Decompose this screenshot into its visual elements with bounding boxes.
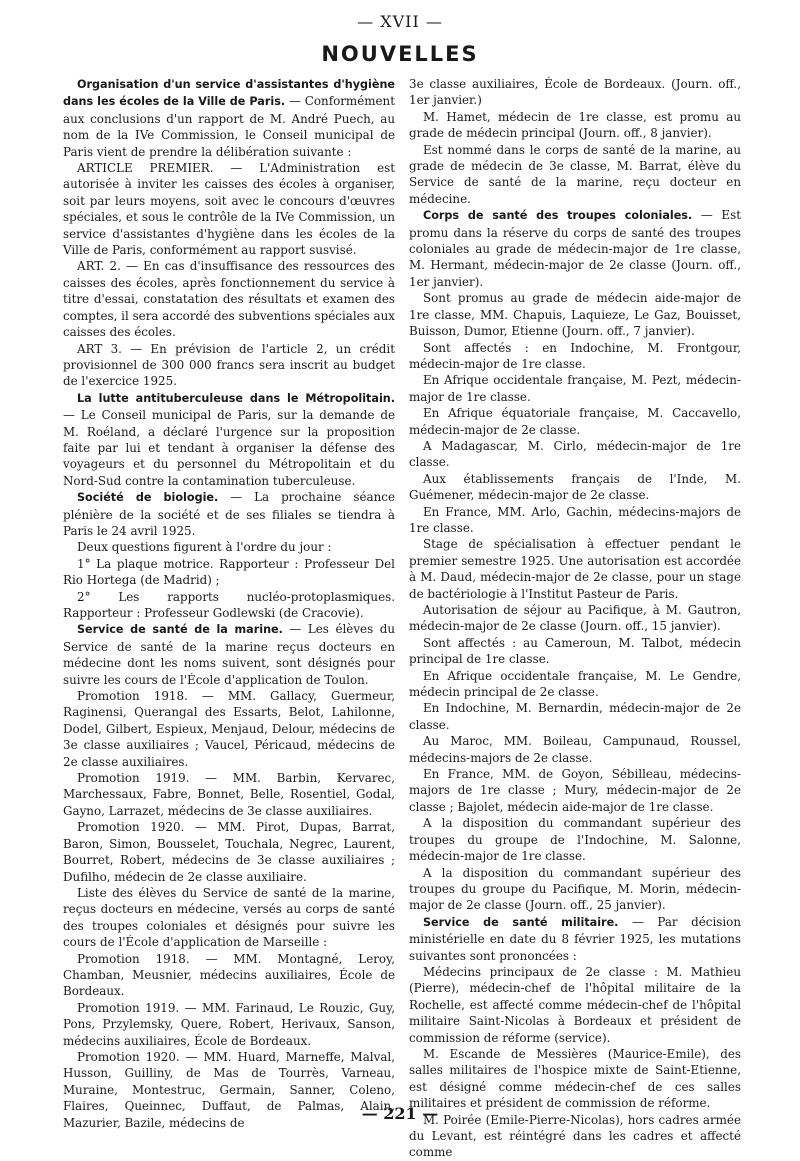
paragraph-heading: Service de santé militaire. bbox=[423, 915, 619, 929]
paragraph-text: Liste des élèves du Service de santé de la marine, reçus docteurs en médecine, versés au corps de santé des troupes coloniales et désignés pour suivre les cours de l'École d'application de Marseille : bbox=[63, 885, 395, 950]
paragraph bbox=[63, 621, 395, 688]
paragraph-text: 3e classe auxiliaires, École de Bordeaux. (Journ. off., 1er janvier.) bbox=[409, 77, 741, 108]
paragraph bbox=[409, 914, 741, 964]
paragraph-text: 1° La plaque motrice. Rapporteur : Professeur Del Rio Hortega (de Madrid) ; bbox=[63, 556, 395, 588]
paragraph bbox=[409, 290, 741, 339]
paragraph bbox=[409, 536, 741, 602]
paragraph bbox=[409, 471, 741, 504]
paragraph-heading: Service de santé de la marine. bbox=[77, 623, 283, 637]
paragraph bbox=[63, 76, 395, 160]
right-column bbox=[409, 76, 741, 1160]
paragraph bbox=[409, 815, 741, 864]
page-number: — 221 — bbox=[361, 1104, 439, 1123]
paragraph-text: A la disposition du commandant supérieur des troupes du groupe de l'Indochine, M. Salonne, médecin-major de 1re classe. bbox=[409, 816, 741, 864]
paragraph bbox=[409, 340, 741, 373]
paragraph-text: Sont affectés : en Indochine, M. Frontgour, médecin-major de 1re classe. bbox=[409, 340, 741, 371]
left-column bbox=[63, 76, 396, 1130]
paragraph-text: M. Escande de Messières (Maurice-Emile), des salles militaires de l'hospice mixte de Saint-Etienne, est désigné comme médecin-chef de ces salles militaires et président de commission de réforme. bbox=[409, 1046, 741, 1111]
paragraph-text: Promotion 1918. — MM. Montagné, Leroy, Chamban, Meusnier, médecins auxiliaires, École de Bordeaux. bbox=[63, 951, 395, 999]
paragraph-text: ART 3. — En prévision de l'article 2, un crédit provisionnel de 300 000 francs sera inscrit au budget de l'exercice 1925. bbox=[63, 341, 395, 389]
paragraph bbox=[409, 766, 741, 815]
paragraph bbox=[409, 76, 741, 109]
paragraph-heading: Société de biologie. bbox=[77, 491, 219, 505]
paragraph-text: Est nommé dans le corps de santé de la marine, au grade de médecin de 3e classe, M. Barrat, élève du Service de santé de la marine, reçu docteur en médecine. bbox=[409, 142, 741, 206]
paragraph bbox=[409, 438, 741, 471]
paragraph-text: A Madagascar, M. Cirlo, médecin-major de 1re classe. bbox=[409, 438, 741, 470]
paragraph-text: — Est promu dans la réserve du corps de santé des troupes coloniales au grade de médecin-major de 1re classe, M. Hermant, médecin-major de 2e classe (Journ. off., 1er janvier). bbox=[409, 208, 741, 289]
section-title: NOUVELLES bbox=[321, 42, 479, 66]
paragraph-heading: Corps de santé des troupes coloniales. bbox=[423, 209, 693, 223]
paragraph-text: — Les élèves du Service de santé de la marine reçus docteurs en médecine dont les noms suivent, sont désignés pour suivre les cours de l'École d'application de Toulon. bbox=[63, 622, 395, 687]
paragraph-heading: La lutte antituberculeuse dans le Métropolitain. bbox=[77, 391, 395, 405]
paragraph bbox=[63, 819, 395, 885]
paragraph bbox=[63, 341, 395, 390]
paragraph bbox=[63, 951, 395, 1000]
paragraph bbox=[409, 142, 741, 208]
paragraph-text: Promotion 1919. — MM. Farinaud, Le Rouzic, Guy, Pons, Przylemsky, Quere, Robert, Herivaux, Sanson, médecins auxiliaires, École de Bordeaux. bbox=[63, 1000, 395, 1048]
paragraph bbox=[409, 865, 741, 914]
paragraph bbox=[63, 885, 395, 951]
paragraph-text: Autorisation de séjour au Pacifique, à M. Gautron, médecin-major de 2e classe (Journ. off., 15 janvier). bbox=[409, 603, 741, 634]
paragraph bbox=[63, 258, 395, 340]
roman-page-number: — XVII — bbox=[357, 12, 443, 31]
paragraph-text: — Le Conseil municipal de Paris, sur la demande de M. Roéland, a déclaré l'urgence sur la proposition faite par lui et tendant à organiser la défense des voyageurs et du personnel du Métropolitain et du Nord-Sud contre la contamination tuberculeuse. bbox=[63, 408, 395, 488]
paragraph bbox=[63, 688, 395, 770]
paragraph-text: En Afrique équatoriale française, M. Caccavello, médecin-major de 2e classe. bbox=[409, 406, 741, 437]
paragraph-text: — Conformément aux conclusions d'un rapport de M. André Puech, au nom de la IVe Commission, le Conseil municipal de Paris vient de prendre la délibération suivante : bbox=[63, 94, 395, 159]
paragraph bbox=[63, 1000, 395, 1049]
paragraph-text: Promotion 1920. — MM. Pirot, Dupas, Barrat, Baron, Simon, Bousselet, Touchala, Negrec, Laurent, Bourret, Robert, médecins de 3e classe auxiliaires ; Dufilho, médecin de 2e classe auxiliaire. bbox=[63, 820, 395, 884]
paragraph-text: — La prochaine séance plénière de la société et de ses filiales se tiendra à Paris le 24 avril 1925. bbox=[63, 490, 395, 538]
paragraph-text: — Par décision ministérielle en date du 8 février 1925, les mutations suivantes sont prononcées : bbox=[409, 914, 741, 963]
paragraph-text: En France, MM. Arlo, Gachin, médecins-majors de 1re classe. bbox=[409, 504, 741, 535]
paragraph-text: A la disposition du commandant supérieur des troupes du groupe du Pacifique, M. Morin, médecin-major de 2e classe (Journ. off., 25 janvier). bbox=[409, 865, 741, 913]
paragraph-text: En Afrique occidentale française, M. Le Gendre, médecin principal de 2e classe. bbox=[409, 668, 741, 700]
paragraph bbox=[409, 635, 741, 668]
paragraph-text: Sont affectés : au Cameroun, M. Talbot, médecin principal de 1re classe. bbox=[409, 635, 741, 667]
paragraph bbox=[409, 109, 741, 142]
paragraph bbox=[63, 556, 395, 589]
paragraph-text: En Afrique occidentale française, M. Pezt, médecin-major de 1re classe. bbox=[409, 373, 741, 404]
paragraph-text: ARTICLE PREMIER. — L'Administration est autorisée à inviter les caisses des écoles à organiser, soit par leurs moyens, soit avec le concours d'œuvres spéciales, et sous le contrôle de la IVe Commission, un service d'assistantes d'hygiène dans les écoles de la Ville de Paris, conformément au rapport susvisé. bbox=[63, 161, 395, 258]
paragraph-text: Médecins principaux de 2e classe : M. Mathieu (Pierre), médecin-chef de l'hôpital militaire de la Rochelle, est affecté comme médecin-chef de l'hôpital militaire Saint-Nicolas à Bordeaux et président de commission de réforme (service). bbox=[409, 964, 741, 1045]
paragraph-text: Deux questions figurent à l'ordre du jour : bbox=[77, 540, 332, 555]
paragraph-heading: Organisation d'un service d'assistantes d'hygiène dans les écoles de la Ville de Paris. bbox=[63, 78, 395, 109]
paragraph bbox=[409, 700, 741, 733]
paragraph-text: ART. 2. — En cas d'insuffisance des ressources des caisses des écoles, après fonctionnement du service à titre d'essai, constatation des résultats et examen des comptes, il sera accordé des subventions spéciales aux caisses des écoles. bbox=[63, 259, 396, 340]
paragraph-text: 2° Les rapports nucléo-protoplasmiques. Rapporteur : Professeur Godlewski (de Cracovie). bbox=[63, 589, 395, 620]
paragraph-text: En France, MM. de Goyon, Sébilleau, médecins-majors de 1re classe ; Mury, médecin-major de 2e classe ; Bajolet, médecin aide-major de 1re classe. bbox=[409, 767, 741, 814]
paragraph-text: Au Maroc, MM. Boileau, Campunaud, Roussel, médecins-majors de 2e classe. bbox=[409, 734, 741, 765]
paragraph bbox=[63, 489, 395, 539]
paragraph-text: Promotion 1919. — MM. Barbin, Kervarec, Marchessaux, Fabre, Bonnet, Belle, Rosentiel, Godal, Gayno, Larrazet, médecins de 3e classe auxiliaires. bbox=[63, 771, 395, 818]
paragraph bbox=[409, 733, 741, 766]
paragraph bbox=[409, 405, 741, 438]
paragraph bbox=[63, 539, 395, 555]
paragraph-text: Sont promus au grade de médecin aide-major de 1re classe, MM. Chapuis, Laquieze, Le Gaz, Bouisset, Buisson, Dumor, Etienne (Journ. off., 7 janvier). bbox=[409, 291, 741, 339]
paragraph bbox=[409, 372, 741, 405]
paragraph bbox=[409, 668, 741, 701]
paragraph bbox=[409, 602, 741, 635]
paragraph bbox=[63, 589, 395, 622]
paragraph bbox=[63, 160, 395, 258]
paragraph bbox=[409, 1046, 741, 1112]
paragraph bbox=[409, 207, 741, 290]
paragraph bbox=[409, 964, 741, 1046]
paragraph-text: Promotion 1920. — MM. Huard, Marneffe, Malval, Husson, Guilliny, de Mas de Tourrès, Varneau, Muraine, Montestruc, Germain, Sanner, Coleno, Flaires, Queinnec, Duffaut, de Palmas, Alain, Mazurier, Bazile, médecins de bbox=[63, 1049, 395, 1130]
paragraph-text: Promotion 1918. — MM. Gallacy, Guermeur, Raginensi, Querangal des Essarts, Belot, Lahilonne, Dodel, Gilbert, Espieux, Menjaud, Delour, médecins de 3e classe auxiliaires ; Vaucel, Péricaud, médecins de 2e classe auxiliaires. bbox=[63, 689, 395, 769]
paragraph-text: Stage de spécialisation à effectuer pendant le premier semestre 1925. Une autorisation est accordée à M. Daud, médecin-major de 2e classe, pour un stage de bactériologie à l'Institut Pasteur de Paris. bbox=[409, 537, 741, 601]
paragraph-text: M. Poirée (Emile-Pierre-Nicolas), hors cadres armée du Levant, est réintégré dans les cadres et affecté comme bbox=[409, 1112, 741, 1160]
paragraph-text: M. Hamet, médecin de 1re classe, est promu au grade de médecin principal (Journ. off., 8 janvier). bbox=[409, 109, 741, 141]
paragraph-text: En Indochine, M. Bernardin, médecin-major de 2e classe. bbox=[409, 701, 741, 732]
paragraph bbox=[409, 504, 741, 537]
paragraph bbox=[63, 770, 395, 819]
paragraph-text: Aux établissements français de l'Inde, M. Guémener, médecin-major de 2e classe. bbox=[409, 471, 741, 503]
paragraph bbox=[63, 390, 395, 489]
